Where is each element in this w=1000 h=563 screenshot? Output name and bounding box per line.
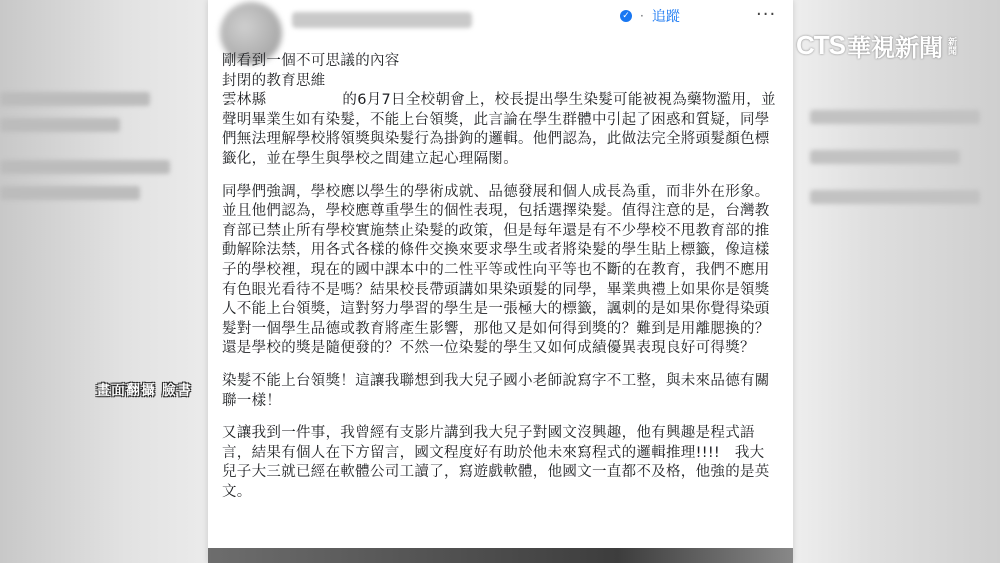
blurred-text	[810, 190, 980, 204]
blurred-text	[0, 92, 150, 106]
cts-logo-name: 華視新聞	[847, 34, 943, 62]
blurred-text	[0, 118, 120, 132]
post-paragraph-2: 同學們強調，學校應以學生的學術成就、品德發展和個人成長為重，而非外在形象。並且他們認為，學校應尊重學生的個性表現，包括選擇染髮。值得注意的是，台灣教育部已禁止所有學校實施禁止染髮的政策，但是每年還是有不少學校不甩教育部的推動解除法禁，用各式各樣的條件交換來要求學生或者將染髮的學生貼上標籤，像這樣子的學校裡，現在的國中課本中的二性平等或性向平等也不斷的在教育，我們不應用有色眼光看待不是嗎？結果校長帶頭講如果染頭髮的同學，畢業典禮上如果你是領獎人不能上台領獎，這對努力學習的學生是一張極大的標籤，諷刺的是如果你覺得染頭髮對一個學生品德或教育將產生影響，那他又是如何得到獎的？難到是用離腮換的？還是學校的獎是隨便發的？不然一位染髮的學生又如何成績優異表現良好可得獎？	[222, 183, 770, 357]
post-paragraph-4: 又讓我到一件事，我曾經有支影片講到我大兒子對國文沒興趣，他有興趣是程式語言，結果有個人在下方留言，國文程度好有助於他未來寫程式的邏輯推理!!!! 我大兒子大三就已經在軟體公司工讀了，寫遊戲軟體，他國文一直都不及格，他強的是英文。	[222, 425, 770, 500]
cts-logo-letters: CTS	[796, 30, 845, 60]
post-line-1: 剛看到一個不可思議的內容	[222, 53, 400, 69]
blurred-text	[810, 150, 960, 164]
paragraph-1-body: 的6月7日全校朝會上，校長提出學生染髮可能被視為藥物濫用，並聲明畢業生如有染髮，不能上台領獎，此言論在學生群體中引起了困惑和質疑，同學們無法理解學校將領獎與染髮行為掛鉤的邏輯。他們認為，此做法完全將頭髮顏色標籤化，並在學生與學校之間建立起心理隔閡。	[222, 92, 776, 167]
post-content	[222, 52, 778, 515]
embedded-video-strip[interactable]	[208, 548, 793, 563]
author-name-blurred[interactable]	[292, 12, 472, 28]
background-left-blur	[0, 0, 210, 563]
blurred-text	[0, 160, 170, 174]
separator-dot: ·	[640, 9, 644, 23]
verified-icon: ✓	[620, 10, 632, 22]
blurred-text	[810, 110, 980, 124]
cts-news-logo	[796, 28, 958, 63]
blurred-text	[0, 186, 140, 200]
cts-logo-small: 新聞	[946, 36, 956, 55]
post-line-2: 封閉的教育思維	[222, 72, 326, 89]
more-options-icon[interactable]: ···	[756, 4, 777, 25]
follow-button[interactable]: 追蹤	[651, 9, 680, 25]
facebook-post	[208, 0, 793, 563]
follow-area	[620, 6, 680, 26]
location-text: 雲林縣	[222, 92, 267, 109]
source-caption: 畫面翻攝 臉書	[96, 383, 192, 399]
post-paragraph-3: 染髮不能上台領獎！這讓我聯想到我大兒子國小老師說寫字不工整，與未來品德有關聯一樣！	[222, 372, 770, 409]
background-right-blur	[790, 0, 1000, 563]
post-paragraph-1	[222, 91, 778, 169]
